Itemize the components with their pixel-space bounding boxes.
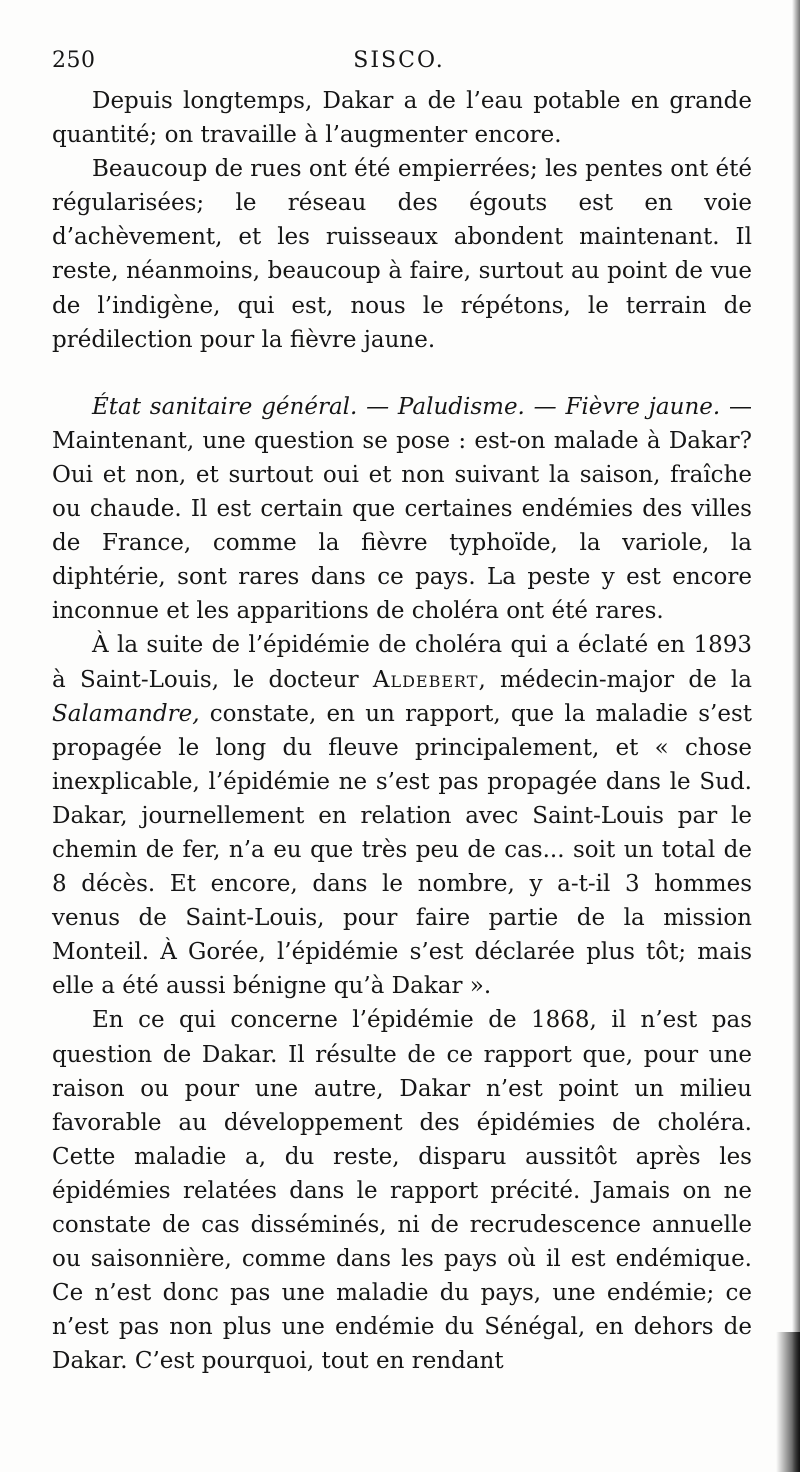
- paragraph-text-c: constate, en un rapport, que la maladie s’est propagée le long du fleuve principalement, et « chose inexplicable, l’épidémie ne s’est pas propagée dans le Sud. Dakar, journellement en relation avec Saint-Louis par le chemin de fer, n’a eu que très peu de cas... soit un total de 8 décès. Et encore, dans le nombre, y a-t-il 3 hommes venus de Saint-Louis, pour faire partie de la mission Monteil. À Gorée, l’épidémie s’est déclarée plus tôt; mais elle a été aussi bénigne qu’à Dakar ».: [52, 700, 752, 1000]
- paragraph-sanitary-state: [52, 390, 752, 629]
- running-head: SISCO.: [353, 48, 445, 73]
- page-corner-shadow: [776, 1332, 800, 1472]
- page-number: 250: [52, 48, 96, 73]
- ship-name: Salamandre,: [52, 700, 200, 727]
- paragraph-water-supply: Depuis longtemps, Dakar a de l’eau potable en grande quantité; on travaille à l’augmenter encore.: [52, 88, 752, 149]
- section-heading: État sanitaire général. — Paludisme. — Fièvre jaune.: [92, 393, 721, 420]
- paragraph-cholera-1893: [52, 628, 752, 1003]
- page-edge-shadow: [792, 0, 800, 1472]
- paragraph-cholera-1868: En ce qui concerne l’épidémie de 1868, il n’est pas question de Dakar. Il résulte de ce rapport que, pour une raison ou pour une autre, Dakar n’est point un milieu favorable au développement des épidémies de choléra. Cette maladie a, du reste, disparu aussitôt après les épidémies relatées dans le rapport précité. Jamais on ne constate de cas disséminés, ni de recrudescence annuelle ou saisonnière, comme dans les pays où il est endémique. Ce n’est donc pas une maladie du pays, une endémie; ce n’est pas non plus une endémie du Sénégal, en dehors de Dakar. C’est pourquoi, tout en rendant: [52, 1007, 752, 1375]
- paragraph-text-b: , médecin-major de la: [478, 666, 752, 693]
- page-header: [52, 44, 746, 78]
- body-text: [52, 84, 752, 1378]
- person-name: Aldebert: [372, 666, 479, 693]
- paragraph-text-a: À la suite de l’épidémie de choléra qui a éclaté en 1893 à Saint-Louis, le docteur: [52, 632, 752, 693]
- paragraph-sanitary-state-text: — Maintenant, une question se pose : est-on malade à Dakar? Oui et non, et surtout oui et non suivant la saison, fraîche ou chaude. Il est certain que certaines endémies des villes de France, comme la fièvre typhoïde, la variole, la diphtérie, sont rares dans ce pays. La peste y est encore inconnue et les apparitions de choléra ont été rares.: [52, 393, 752, 625]
- paragraph-streets-sewers: Beaucoup de rues ont été empierrées; les pentes ont été régularisées; le réseau des égouts est en voie d’achèvement, et les ruisseaux abondent maintenant. Il reste, néanmoins, beaucoup à faire, surtout au point de vue de l’indigène, qui est, nous le répétons, le terrain de prédilection pour la fièvre jaune.: [52, 156, 752, 353]
